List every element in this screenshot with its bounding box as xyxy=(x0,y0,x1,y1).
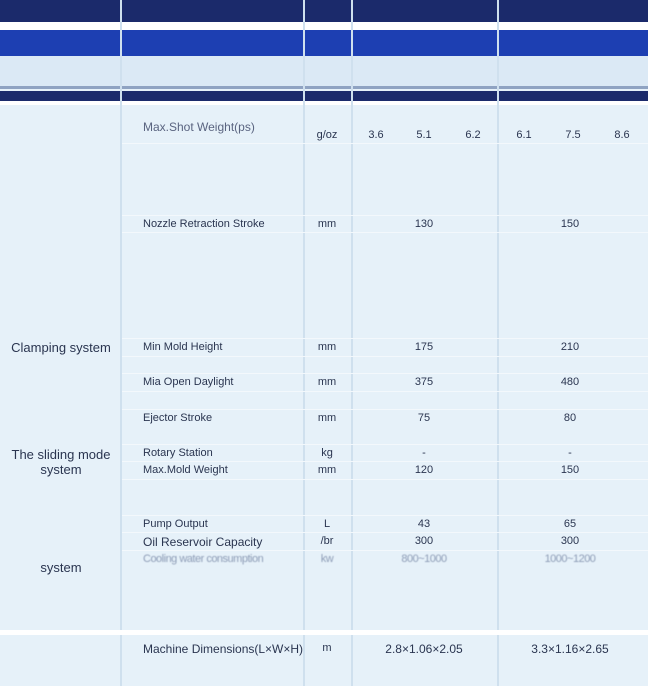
cooling-water-right: 1000~1200 xyxy=(544,553,596,565)
machine-dimensions-left: 2.8×1.06×2.05 xyxy=(385,642,463,656)
cooling-water-left: 800~1000 xyxy=(401,553,447,565)
nozzle-stroke-left: 130 xyxy=(414,218,434,230)
ejector-stroke-unit: mm xyxy=(317,412,337,424)
open-daylight-unit: mm xyxy=(317,376,337,388)
shot-value: 5.1 xyxy=(416,129,432,141)
row-separator xyxy=(122,461,648,462)
shot-weight-unit: g/oz xyxy=(316,129,338,141)
header-bar-blue xyxy=(0,30,648,56)
nozzle-stroke-label: Nozzle Retraction Stroke xyxy=(143,218,265,230)
oil-reservoir-unit: /br xyxy=(320,535,334,547)
row-separator xyxy=(122,515,648,516)
rotary-station-label: Rotary Station xyxy=(143,447,213,459)
section-gap xyxy=(0,630,648,635)
shot-value: 3.6 xyxy=(368,129,384,141)
row-separator xyxy=(122,532,648,533)
max-mold-weight-unit: mm xyxy=(317,464,337,476)
row-separator xyxy=(122,391,648,392)
header-stripe xyxy=(0,86,648,89)
clamping-system-title: Clamping system xyxy=(11,340,111,355)
shot-value: 7.5 xyxy=(565,129,581,141)
row-separator xyxy=(122,338,648,339)
shot-value: 6.2 xyxy=(465,129,481,141)
pump-output-label: Pump Output xyxy=(143,518,208,530)
row-separator xyxy=(122,232,648,233)
min-mold-height-right: 210 xyxy=(560,341,580,353)
ejector-stroke-right: 80 xyxy=(563,412,577,424)
open-daylight-right: 480 xyxy=(560,376,580,388)
footer-gap xyxy=(0,686,648,693)
rotary-station-right: - xyxy=(568,447,572,459)
machine-dimensions-label: Machine Dimensions(L×W×H) xyxy=(143,642,304,656)
row-separator xyxy=(122,444,648,445)
cooling-water-label: Cooling water consumption xyxy=(143,553,264,565)
cooling-water-unit: kw xyxy=(320,553,334,565)
pump-output-right: 65 xyxy=(563,518,577,530)
min-mold-height-unit: mm xyxy=(317,341,337,353)
ejector-stroke-left: 75 xyxy=(417,412,431,424)
header-pale-band xyxy=(0,56,648,86)
oil-reservoir-right: 300 xyxy=(560,535,580,547)
nozzle-stroke-right: 150 xyxy=(560,218,580,230)
min-mold-height-left: 175 xyxy=(414,341,434,353)
open-daylight-left: 375 xyxy=(414,376,434,388)
header-bottom-gap xyxy=(0,101,648,105)
row-separator xyxy=(122,356,648,357)
row-separator xyxy=(122,479,648,480)
pump-output-left: 43 xyxy=(417,518,431,530)
row-separator xyxy=(122,143,648,144)
max-mold-weight-right: 150 xyxy=(560,464,580,476)
row-separator xyxy=(122,373,648,374)
max-mold-weight-left: 120 xyxy=(414,464,434,476)
row-separator xyxy=(122,215,648,216)
pump-output-unit: L xyxy=(323,518,331,530)
row-separator xyxy=(122,409,648,410)
header-bar-top xyxy=(0,0,648,22)
shot-value: 8.6 xyxy=(614,129,630,141)
max-shot-weight-label: Max.Shot Weight(ps) xyxy=(143,120,255,134)
shot-value: 6.1 xyxy=(516,129,532,141)
rotary-station-left: - xyxy=(422,447,426,459)
ejector-stroke-label: Ejector Stroke xyxy=(143,412,213,424)
machine-dimensions-right: 3.3×1.16×2.65 xyxy=(531,642,609,656)
nozzle-stroke-unit: mm xyxy=(317,218,337,230)
sliding-mode-system-title: The sliding mode system xyxy=(11,447,111,477)
row-separator xyxy=(122,550,648,551)
rotary-station-unit: kg xyxy=(321,447,333,459)
max-mold-weight-label: Max.Mold Weight xyxy=(143,464,228,476)
header-gap xyxy=(0,22,648,30)
machine-dimensions-unit: m xyxy=(322,642,332,654)
oil-reservoir-left: 300 xyxy=(414,535,434,547)
header-bar-bottom xyxy=(0,91,648,101)
min-mold-height-label: Min Mold Height xyxy=(143,341,223,353)
oil-reservoir-label: Oil Reservoir Capacity xyxy=(143,535,263,549)
system-title: system xyxy=(40,560,82,575)
open-daylight-label: Mia Open Daylight xyxy=(143,376,234,388)
